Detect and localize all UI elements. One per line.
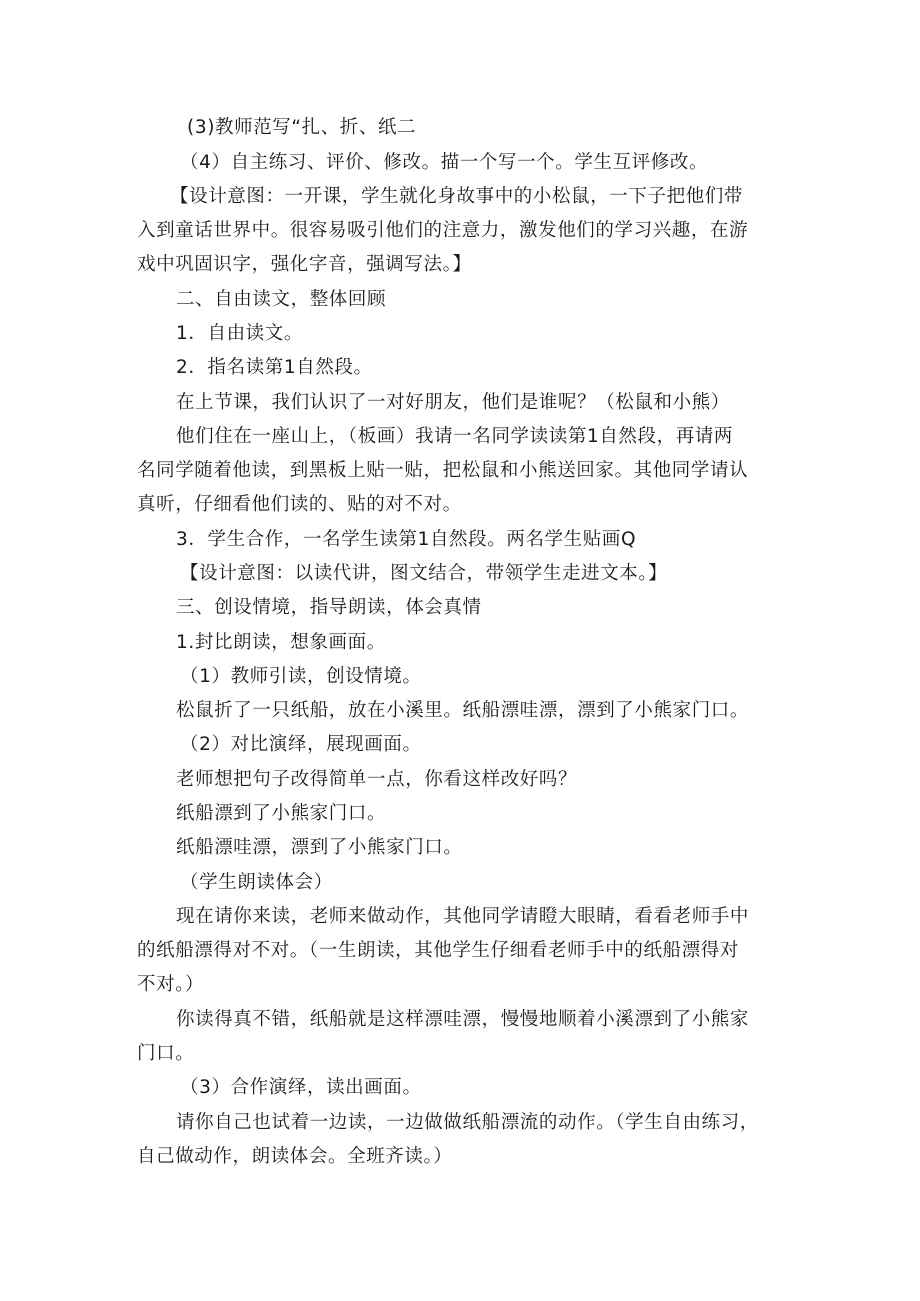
text-line: 请你自己也试着一边读，一边做做纸船漂流的动作。（学生自由练习， [176, 1112, 759, 1133]
text-line: （4）自主练习、评价、修改。描一个写一个。学生互评修改。 [180, 152, 709, 173]
text-line: 纸船漂哇漂，漂到了小熊家门口。 [176, 837, 463, 858]
text-line: 的纸船漂得对不对。（一生朗读，其他学生仔细看老师手中的纸船漂得对 [137, 940, 739, 961]
section-heading: 三、创设情境，指导朗读，体会真情 [176, 597, 482, 618]
text-line: （1）教师引读，创设情境。 [180, 666, 422, 687]
text-line: 松鼠折了一只纸船，放在小溪里。纸船漂哇漂，漂到了小熊家门口。 [176, 700, 750, 721]
text-line: 【设计意图：一开课，学生就化身故事中的小松鼠，一下子把他们带 [170, 186, 744, 207]
text-line: 1.封比朗读，想象画面。 [176, 632, 386, 653]
text-line: 名同学随着他读，到黑板上贴一贴，把松鼠和小熊送回家。其他同学请认 [137, 460, 749, 481]
section-heading: 二、自由读文，整体回顾 [176, 289, 387, 310]
text-line: 戏中巩固识字，强化字音，强调写法。】 [137, 254, 472, 275]
text-line: 2．指名读第1自然段。 [176, 357, 373, 378]
text-line: 【设计意图：以读代讲，图文结合，带领学生走进文本。】 [180, 563, 668, 584]
text-line: 不对。） [137, 974, 205, 995]
text-line: 他们住在一座山上，（板画）我请一名同学读读第1自然段，再请两 [176, 426, 734, 447]
text-line: 真听，仔细看他们读的、贴的对不对。 [137, 494, 462, 515]
text-line: 门口。 [137, 1043, 195, 1064]
text-line: 3．学生合作，一名学生读第1自然段。两名学生贴画Q [176, 529, 637, 550]
text-line: 老师想把句子改得简单一点，你看这样改好吗？ [176, 769, 578, 790]
text-line: 现在请你来读，老师来做动作，其他同学请瞪大眼睛，看看老师手中 [176, 906, 750, 927]
text-line: （3）合作演绎，读出画面。 [180, 1077, 422, 1098]
text-line: 你读得真不错，纸船就是这样漂哇漂，慢慢地顺着小溪漂到了小熊家 [176, 1009, 750, 1030]
text-line: （2）对比演绎，展现画面。 [180, 734, 422, 755]
text-line: 1．自由读文。 [176, 323, 303, 344]
text-line: 自己做动作，朗读体会。全班齐读。） [137, 1146, 453, 1167]
text-line: 在上节课，我们认识了一对好朋友，他们是谁呢？（松鼠和小熊） [176, 392, 730, 413]
text-line: 纸船漂到了小熊家门口。 [176, 803, 387, 824]
text-line: (3)教师范写“扎、折、纸二 [187, 117, 417, 138]
text-line: 入到童话世界中。很容易吸引他们的注意力，激发他们的学习兴趣，在游 [137, 220, 749, 241]
text-line: （学生朗读体会） [180, 872, 333, 893]
